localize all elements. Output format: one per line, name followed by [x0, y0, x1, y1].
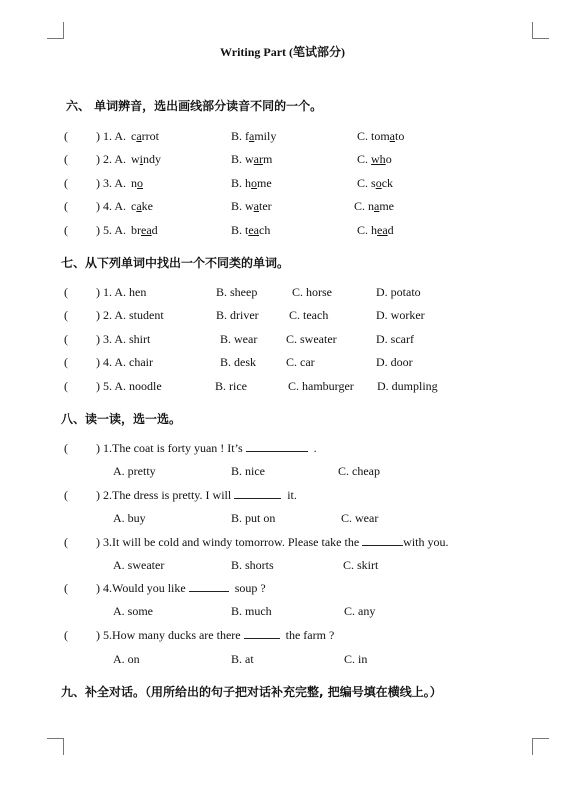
question-text: ) 1.The coat is forty yuan ! It’s . [96, 441, 317, 455]
corner-mark-bottom-left [47, 738, 64, 755]
question-text: ) 3.It will be cold and windy tomorrow. Please take the with you. [96, 535, 449, 549]
option-a: ) 1. A. hen [96, 285, 147, 299]
answer-paren[interactable]: ( [64, 332, 68, 346]
option-b: B. much [231, 604, 272, 618]
option-a: A. on [113, 652, 140, 666]
option-b: B. shorts [231, 558, 274, 572]
answer-blank[interactable] [362, 535, 403, 546]
answer-paren[interactable]: ( [64, 176, 68, 190]
option-b: B. teach [231, 223, 271, 237]
answer-paren[interactable]: ( [64, 199, 68, 213]
option-c: C. cheap [338, 464, 380, 478]
option-a: bread [131, 223, 158, 237]
option-c: C. head [357, 223, 394, 237]
answer-paren[interactable]: ( [64, 535, 68, 549]
option-b: B. rice [215, 379, 247, 393]
option-a: ) 5. A. noodle [96, 379, 162, 393]
corner-mark-top-left [47, 22, 64, 39]
option-a: A. buy [113, 511, 146, 525]
option-d: D. scarf [376, 332, 414, 346]
answer-paren[interactable]: ( [64, 441, 68, 455]
question-text: ) 5.How many ducks are there the farm ? [96, 628, 335, 642]
option-b: B. driver [216, 308, 259, 322]
answer-blank[interactable] [244, 628, 280, 639]
option-c: C. any [344, 604, 376, 618]
answer-paren[interactable]: ( [64, 628, 68, 642]
option-a: ) 2. A. student [96, 308, 164, 322]
question-number: ) 3. A. [96, 176, 126, 190]
option-d: D. potato [376, 285, 421, 299]
option-b: B. sheep [216, 285, 258, 299]
option-c: C. name [354, 199, 395, 213]
option-a: ) 3. A. shirt [96, 332, 151, 346]
corner-mark-bottom-right [532, 738, 549, 755]
option-a: carrot [131, 129, 159, 143]
option-b: B. put on [231, 511, 276, 525]
answer-blank[interactable] [246, 441, 308, 452]
option-b: B. desk [220, 355, 256, 369]
page-title: Writing Part (笔试部分) [219, 45, 346, 59]
option-c: C. in [344, 652, 368, 666]
answer-paren[interactable]: ( [64, 488, 68, 502]
option-c: C. wear [341, 511, 379, 525]
option-a: windy [131, 152, 162, 166]
section-7-heading: 七、从下列单词中找出一个不同类的单词。 [61, 256, 290, 270]
corner-mark-top-right [532, 22, 549, 39]
option-b: B. home [231, 176, 272, 190]
option-d: D. dumpling [377, 379, 438, 393]
option-c: C. sock [357, 176, 394, 190]
question-text: ) 2.The dress is pretty. I will it. [96, 488, 297, 502]
option-a: A. sweater [113, 558, 165, 572]
section-6-heading: 六、 单词辨音，选出画线部分读音不同的一个。 [66, 99, 323, 113]
answer-paren[interactable]: ( [64, 129, 68, 143]
question-number: ) 5. A. [96, 223, 126, 237]
option-b: B. water [231, 199, 272, 213]
option-b: B. warm [231, 152, 273, 166]
answer-paren[interactable]: ( [64, 285, 68, 299]
option-a: A. pretty [113, 464, 156, 478]
option-b: B. at [231, 652, 254, 666]
option-d: D. worker [376, 308, 425, 322]
option-b: B. family [231, 129, 277, 143]
question-text: ) 4.Would you like soup ? [96, 581, 266, 595]
option-c: C. skirt [343, 558, 379, 572]
section-8-heading: 八、读一读，选一选。 [61, 412, 182, 426]
answer-paren[interactable]: ( [64, 355, 68, 369]
answer-blank[interactable] [189, 581, 229, 592]
option-c: C. hamburger [288, 379, 354, 393]
option-d: D. door [376, 355, 413, 369]
question-number: ) 2. A. [96, 152, 126, 166]
question-number: ) 4. A. [96, 199, 126, 213]
option-a: A. some [113, 604, 153, 618]
option-c: C. horse [292, 285, 332, 299]
option-c: C. tomato [357, 129, 405, 143]
answer-paren[interactable]: ( [64, 308, 68, 322]
section-9-heading: 九、补全对话。（用所给出的句子把对话补充完整, 把编号填在横线上。） [61, 685, 442, 699]
answer-paren[interactable]: ( [64, 152, 68, 166]
option-c: C. sweater [286, 332, 337, 346]
option-b: B. wear [220, 332, 258, 346]
option-b: B. nice [231, 464, 265, 478]
answer-paren[interactable]: ( [64, 581, 68, 595]
option-a: no [131, 176, 143, 190]
option-a: cake [131, 199, 153, 213]
option-c: C. teach [289, 308, 329, 322]
answer-blank[interactable] [234, 488, 281, 499]
option-c: C. car [286, 355, 315, 369]
answer-paren[interactable]: ( [64, 379, 68, 393]
option-c: C. who [357, 152, 392, 166]
question-number: ) 1. A. [96, 129, 126, 143]
option-a: ) 4. A. chair [96, 355, 153, 369]
answer-paren[interactable]: ( [64, 223, 68, 237]
